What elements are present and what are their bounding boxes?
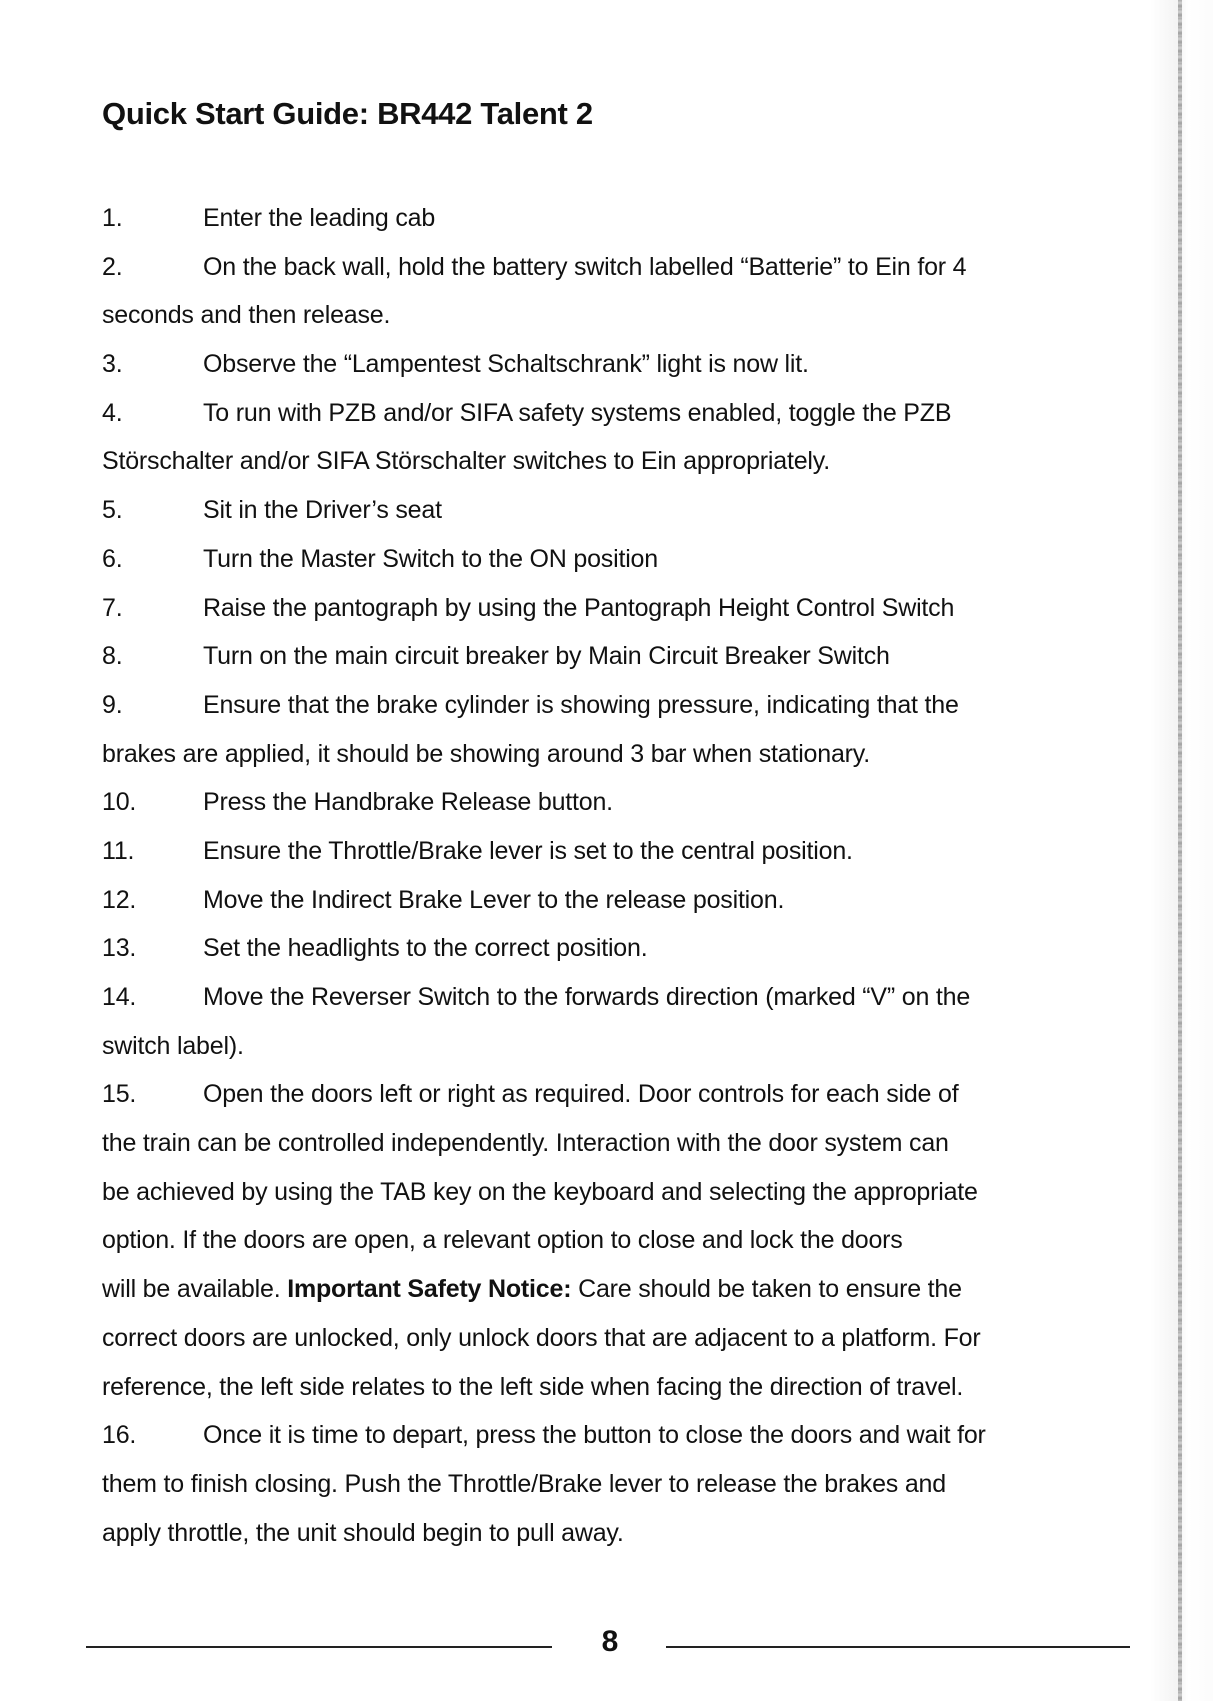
step-text: switch label).	[102, 1031, 244, 1060]
step-text: Open the doors left or right as required. Door controls for each side of	[203, 1080, 959, 1109]
step-text: Enter the leading cab	[203, 204, 436, 232]
step-8	[102, 632, 1102, 681]
step-4	[102, 389, 1102, 438]
page-title: Quick Start Guide: BR442 Talent 2	[102, 96, 593, 131]
step-text: Ensure the Throttle/Brake lever is set to the central position.	[203, 836, 853, 865]
step-text: Set the headlights to the correct position.	[203, 934, 648, 963]
step-15	[102, 1070, 1102, 1119]
step-text: To run with PZB and/or SIFA safety systems enabled, toggle the PZB	[203, 398, 952, 427]
step-number: 3.	[102, 350, 123, 379]
step-3	[102, 340, 1102, 389]
step-text: Ensure that the brake cylinder is showing pressure, indicating that the	[203, 690, 959, 719]
step-10	[102, 778, 1102, 827]
step-text: seconds and then release.	[102, 301, 391, 330]
step-text: Care should be taken to ensure the	[571, 1275, 962, 1304]
step-16	[102, 1411, 1102, 1460]
step-text: correct doors are unlocked, only unlock doors that are adjacent to a platform. For	[102, 1323, 981, 1352]
safety-notice-label: Important Safety Notice:	[287, 1275, 572, 1304]
step-number: 11.	[102, 836, 135, 865]
instruction-list	[102, 194, 1102, 1557]
footer-rule-right	[666, 1646, 1130, 1648]
step-1	[102, 194, 1102, 243]
step-9	[102, 681, 1102, 730]
step-15-safety-notice	[102, 1265, 1102, 1314]
step-text: On the back wall, hold the battery switch labelled “Batterie” to Ein for 4	[203, 252, 967, 281]
step-number: 1.	[102, 204, 123, 232]
step-text: Observe the “Lampentest Schaltschrank” light is now lit.	[203, 350, 809, 379]
step-13	[102, 924, 1102, 973]
step-text: Move the Reverser Switch to the forwards direction (marked “V” on the	[203, 983, 971, 1011]
step-number: 15.	[102, 1080, 137, 1109]
step-number: 9.	[102, 690, 123, 719]
step-text: Press the Handbrake Release button.	[203, 788, 613, 817]
step-text: Raise the pantograph by using the Pantograph Height Control Switch	[203, 593, 955, 622]
step-number: 7.	[102, 593, 123, 622]
step-text: be achieved by using the TAB key on the keyboard and selecting the appropriate	[102, 1177, 978, 1206]
step-text: option. If the doors are open, a relevant option to close and lock the doors	[102, 1226, 903, 1255]
step-text: will be available.	[102, 1275, 288, 1304]
page-number: 8	[601, 1625, 619, 1658]
step-14	[102, 973, 1102, 1022]
step-4-cont	[102, 437, 1102, 486]
step-text: them to finish closing. Push the Throttle/Brake lever to release the brakes and	[102, 1469, 946, 1498]
step-15-cont	[102, 1119, 1102, 1168]
step-text: the train can be controlled independently. Interaction with the door system can	[102, 1129, 949, 1158]
step-6	[102, 535, 1102, 584]
step-text: Once it is time to depart, press the button to close the doors and wait for	[203, 1421, 986, 1450]
step-15-cont	[102, 1363, 1102, 1412]
step-text: Sit in the Driver’s seat	[203, 496, 442, 525]
step-5	[102, 486, 1102, 535]
step-14-cont	[102, 1022, 1102, 1071]
step-number: 5.	[102, 496, 123, 525]
step-number: 12.	[102, 885, 137, 914]
step-15-cont	[102, 1216, 1102, 1265]
step-number: 4.	[102, 398, 123, 427]
step-number: 14.	[102, 983, 137, 1011]
step-number: 13.	[102, 934, 137, 963]
step-number: 8.	[102, 642, 123, 671]
step-9-cont	[102, 730, 1102, 779]
step-12	[102, 876, 1102, 925]
step-text: Move the Indirect Brake Lever to the release position.	[203, 885, 785, 914]
step-text: Turn the Master Switch to the ON position	[203, 544, 658, 573]
step-text: brakes are applied, it should be showing around 3 bar when stationary.	[102, 739, 870, 768]
step-7	[102, 584, 1102, 633]
step-text: Turn on the main circuit breaker by Main Circuit Breaker Switch	[203, 642, 890, 671]
step-15-cont	[102, 1314, 1102, 1363]
step-2	[102, 243, 1102, 292]
step-number: 10.	[102, 788, 137, 817]
step-number: 6.	[102, 544, 123, 573]
step-16-cont	[102, 1460, 1102, 1509]
step-2-cont	[102, 291, 1102, 340]
step-number: 16.	[102, 1421, 137, 1450]
step-16-cont	[102, 1509, 1102, 1558]
step-11	[102, 827, 1102, 876]
step-number: 2.	[102, 252, 123, 281]
step-15-cont	[102, 1168, 1102, 1217]
footer-rule-left	[86, 1646, 552, 1648]
step-text: reference, the left side relates to the left side when facing the direction of travel.	[102, 1372, 964, 1401]
step-text: apply throttle, the unit should begin to pull away.	[102, 1518, 624, 1547]
step-text: Störschalter and/or SIFA Störschalter switches to Ein appropriately.	[102, 447, 830, 476]
page-binding-edge	[1178, 0, 1182, 1701]
